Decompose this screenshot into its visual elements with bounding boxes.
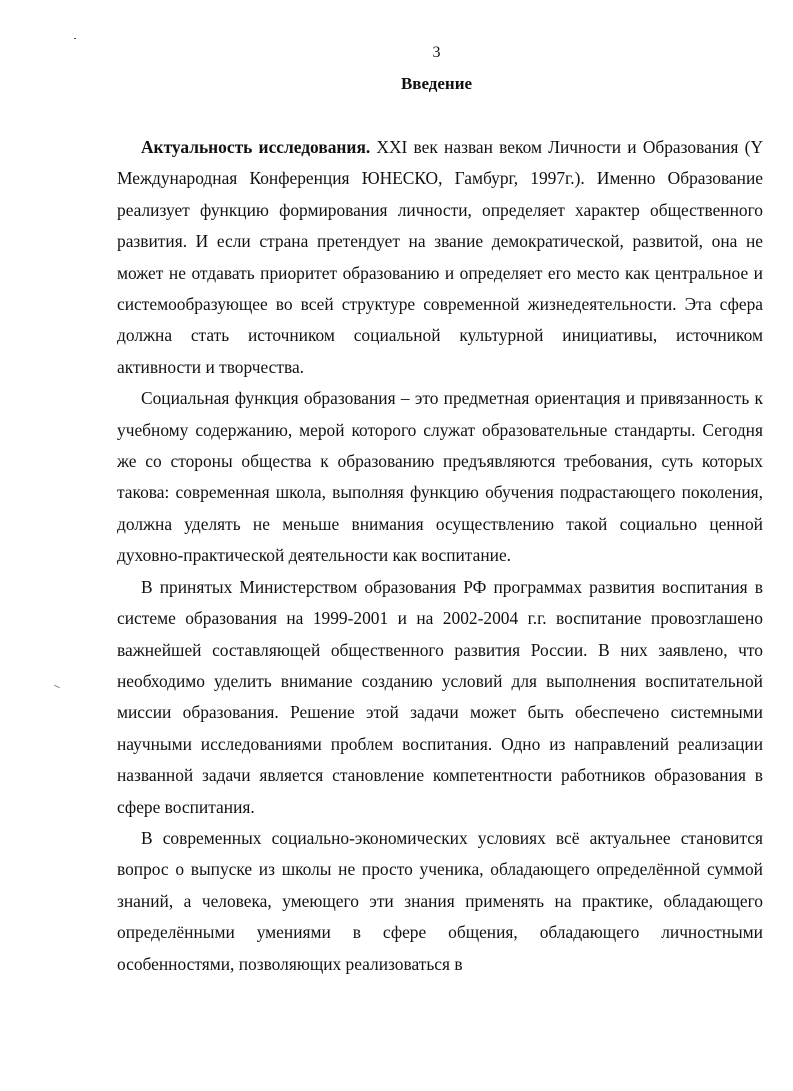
paragraph [117, 572, 763, 823]
page-number: 3 [432, 44, 441, 61]
paragraph-text: В современных социально-экономических условиях всё актуальнее становится вопрос о выпуске из школы не просто ученика, обладающего определённой суммой знаний, а человека, умеющего эти знания применять на практике, обладающего определёнными умениями в сфере общения, обладающего личностными особенностями, позволяющих реализоваться в [117, 827, 763, 974]
paragraph-text: В принятых Министерством образования РФ программах развития воспитания в системе образования на 1999-2001 и на 2002-2004 г.г. воспитание провозглашено важнейшей составляющей общественного развития России. В них заявлено, что необходимо уделить внимание созданию условий для выполнения воспитательной миссии образования. Решение этой задачи может быть обеспечено системными научными исследованиями проблем воспитания. Одно из направлений реализации названной задачи является становление компетентности работников образования в сфере воспитания. [117, 576, 763, 817]
paragraph-text: XXI век назван веком Личности и Образования (Y Международная Конференция ЮНЕСКО, Гамбург, 1997г.). Именно Образование реализует функцию формирования личности, определяет характер общественного развития. И если страна претендует на звание демократической, развитой, она не может не отдавать приоритет образованию и определяет его место как центральное и системообразующее во всей структуре современной жизнедеятельности. Эта сфера должна стать источником социальной культурной инициативы, источником активности и творчества. [117, 137, 763, 377]
paragraph-text: Социальная функция образования – это предметная ориентация и привязанность к учебному содержанию, мерой которого служат образовательные стандарты. Сегодня же со стороны общества к образованию предъявляются требования, суть которых такова: современная школа, выполняя функцию обучения подрастающего поколения, должна уделять не меньше внимания осуществлению такой социально ценной духовно-практической деятельности как воспитание. [117, 388, 763, 566]
paragraph-lead: Актуальность исследования. [141, 137, 371, 157]
paragraph [117, 823, 763, 980]
scan-speck [74, 38, 76, 39]
paragraph [117, 132, 763, 383]
document-body [117, 132, 763, 980]
page-title: Введение [400, 74, 473, 93]
scan-speck [54, 685, 60, 688]
paragraph [117, 383, 763, 571]
